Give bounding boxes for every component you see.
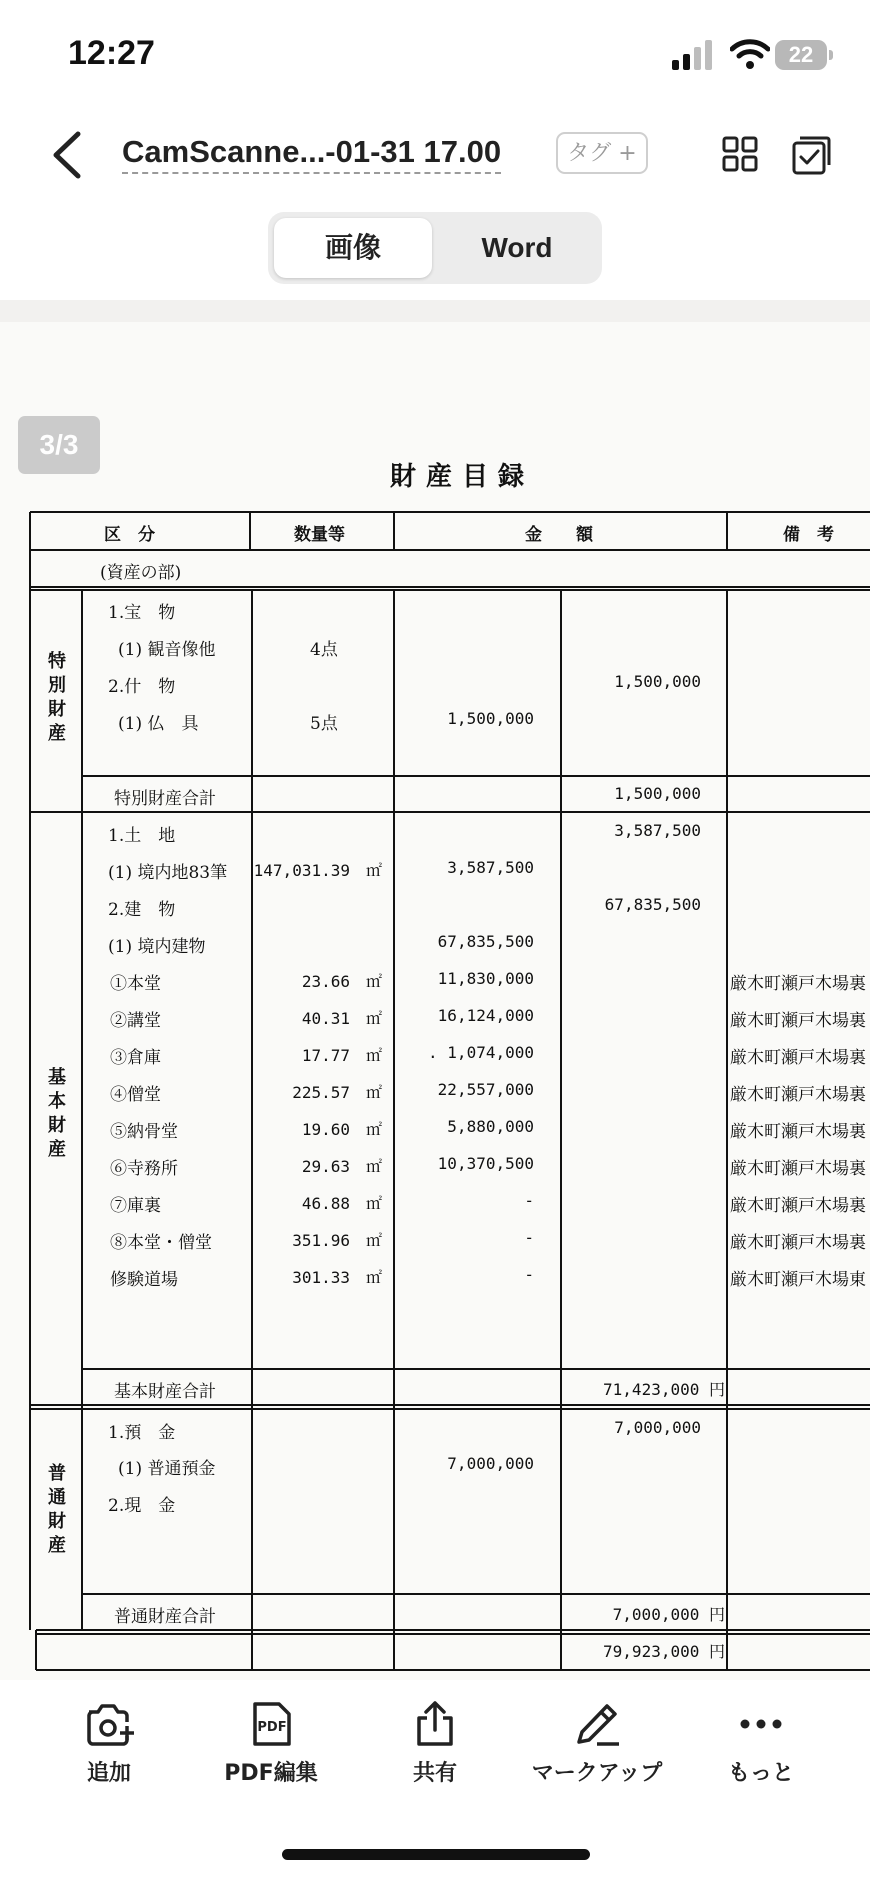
row-item: ⑥寺務所 bbox=[110, 1159, 178, 1179]
special-subtotal-label: 特別財産合計 bbox=[114, 789, 216, 809]
row-item: (1) 観音像他 bbox=[118, 640, 216, 660]
section-assets: (資産の部) bbox=[100, 563, 182, 583]
row-qty: 147,031.39 ㎡ bbox=[253, 861, 382, 880]
document-title[interactable]: CamScanne...-01-31 17.00 bbox=[122, 134, 501, 174]
row-item: ①本堂 bbox=[110, 974, 161, 994]
scanned-page bbox=[0, 322, 870, 1680]
pdf-icon bbox=[245, 1700, 297, 1748]
row-amount: 1,500,000 bbox=[447, 709, 534, 728]
share-label: 共有 bbox=[412, 1761, 457, 1786]
row-remarks: 厳木町瀬戸木場裏 bbox=[730, 1085, 866, 1105]
row-item: ⑧本堂・僧堂 bbox=[110, 1233, 212, 1253]
row-item: 1.宝 物 bbox=[108, 603, 176, 623]
document-viewer[interactable] bbox=[0, 300, 870, 1680]
select-check-icon[interactable] bbox=[791, 135, 831, 175]
category-ordinary: 普通財産 bbox=[48, 1463, 66, 1556]
row-amount: 5,880,000 bbox=[447, 1117, 534, 1136]
battery-icon: 22 bbox=[775, 40, 827, 70]
basic-subtotal-label: 基本財産合計 bbox=[114, 1382, 216, 1402]
row-item: ⑤納骨堂 bbox=[110, 1122, 178, 1142]
category-basic: 基本財産 bbox=[48, 1067, 66, 1160]
row-total: 7,000,000 bbox=[614, 1418, 701, 1437]
col-amount: 金 額 bbox=[525, 525, 593, 545]
ordinary-subtotal-label: 普通財産合計 bbox=[114, 1607, 216, 1627]
row-item: (1) 仏 具 bbox=[118, 714, 199, 734]
home-indicator[interactable] bbox=[282, 1849, 590, 1860]
word-view-tab[interactable]: Word bbox=[481, 232, 553, 263]
col-category: 区 分 bbox=[104, 525, 155, 545]
ordinary-subtotal: 7,000,000 円 bbox=[612, 1605, 725, 1624]
row-qty: 5点 bbox=[310, 714, 338, 734]
row-item: (1) 普通預金 bbox=[118, 1459, 216, 1479]
markup-button[interactable] bbox=[522, 1700, 672, 1787]
view-toggle bbox=[268, 212, 602, 284]
row-qty: 40.31 ㎡ bbox=[301, 1009, 382, 1028]
pen-icon bbox=[571, 1700, 623, 1748]
row-remarks: 厳木町瀬戸木場裏 bbox=[730, 1196, 866, 1216]
row-remarks: 厳木町瀬戸木場裏 bbox=[730, 1048, 866, 1068]
row-remarks: 厳木町瀬戸木場裏 bbox=[730, 1011, 866, 1031]
row-amount: 7,000,000 bbox=[447, 1454, 534, 1473]
row-qty: 23.66 ㎡ bbox=[301, 972, 382, 991]
row-remarks: 厳木町瀬戸木場裏 bbox=[730, 974, 866, 994]
row-qty: 19.60 ㎡ bbox=[301, 1120, 382, 1139]
row-qty: 351.96 ㎡ bbox=[292, 1231, 382, 1250]
tag-button[interactable]: タグ + bbox=[556, 132, 648, 174]
more-icon bbox=[735, 1700, 787, 1748]
row-total: 3,587,500 bbox=[614, 821, 701, 840]
row-amount: - bbox=[524, 1191, 534, 1210]
row-remarks: 厳木町瀬戸木場東 bbox=[730, 1270, 866, 1290]
row-remarks: 厳木町瀬戸木場裏 bbox=[730, 1159, 866, 1179]
signal-icon bbox=[672, 40, 716, 70]
basic-subtotal: 71,423,000 円 bbox=[603, 1380, 725, 1399]
row-amount: 67,835,500 bbox=[437, 932, 534, 951]
row-item: 2.建 物 bbox=[108, 900, 176, 920]
row-item: 2.現 金 bbox=[108, 1496, 176, 1516]
col-remarks: 備 考 bbox=[783, 525, 834, 545]
document-heading: 財産目録 bbox=[390, 462, 535, 492]
row-item: (1) 境内地83筆 bbox=[108, 863, 228, 883]
row-amount: 11,830,000 bbox=[437, 969, 534, 988]
row-total: 67,835,500 bbox=[604, 895, 701, 914]
row-item: 2.什 物 bbox=[108, 677, 176, 697]
more-label: もっと bbox=[727, 1761, 794, 1786]
row-item: 1.土 地 bbox=[108, 826, 176, 846]
add-button[interactable] bbox=[34, 1700, 184, 1787]
bottom-toolbar bbox=[0, 1684, 870, 1804]
status-bar bbox=[0, 0, 870, 110]
row-item: ④僧堂 bbox=[110, 1085, 161, 1105]
camera-plus-icon bbox=[83, 1700, 135, 1748]
row-qty: 4点 bbox=[310, 640, 338, 660]
row-item: ⑦庫裏 bbox=[110, 1196, 161, 1216]
more-button[interactable] bbox=[686, 1700, 836, 1787]
svg-text:PDF: PDF bbox=[257, 1720, 287, 1735]
row-item: 1.預 金 bbox=[108, 1423, 176, 1443]
row-amount: - bbox=[524, 1228, 534, 1247]
row-item: ②講堂 bbox=[110, 1011, 161, 1031]
row-qty: 46.88 ㎡ bbox=[301, 1194, 382, 1213]
special-subtotal: 1,500,000 bbox=[614, 784, 701, 803]
grand-total: 79,923,000 円 bbox=[603, 1642, 725, 1661]
nav-bar bbox=[0, 110, 870, 200]
row-amount: 16,124,000 bbox=[437, 1006, 534, 1025]
row-amount: . 1,074,000 bbox=[428, 1043, 534, 1062]
row-item: ③倉庫 bbox=[110, 1048, 161, 1068]
row-item: (1) 境内建物 bbox=[108, 937, 206, 957]
row-item: 修験道場 bbox=[110, 1270, 178, 1290]
row-amount: - bbox=[524, 1265, 534, 1284]
row-amount: 10,370,500 bbox=[437, 1154, 534, 1173]
markup-label: マークアップ bbox=[531, 1761, 663, 1786]
row-qty: 17.77 ㎡ bbox=[301, 1046, 382, 1065]
pdf-edit-button[interactable] bbox=[196, 1700, 346, 1787]
status-time: 12:27 bbox=[68, 34, 155, 72]
page-indicator: 3/3 bbox=[18, 416, 100, 474]
row-remarks: 厳木町瀬戸木場裏 bbox=[730, 1122, 866, 1142]
category-special: 特別財産 bbox=[48, 651, 66, 744]
row-qty: 301.33 ㎡ bbox=[292, 1268, 382, 1287]
row-amount: 3,587,500 bbox=[447, 858, 534, 877]
grid-view-icon[interactable] bbox=[722, 136, 758, 172]
row-qty: 225.57 ㎡ bbox=[292, 1083, 382, 1102]
add-label: 追加 bbox=[86, 1761, 131, 1786]
wifi-icon bbox=[730, 38, 770, 70]
row-remarks: 厳木町瀬戸木場裏 bbox=[730, 1233, 866, 1253]
row-qty: 29.63 ㎡ bbox=[301, 1157, 382, 1176]
row-total: 1,500,000 bbox=[614, 672, 701, 691]
back-icon[interactable] bbox=[44, 128, 94, 182]
row-amount: 22,557,000 bbox=[437, 1080, 534, 1099]
image-view-tab[interactable]: 画像 bbox=[274, 218, 432, 278]
col-quantity: 数量等 bbox=[294, 525, 345, 545]
share-icon bbox=[409, 1700, 461, 1748]
share-button[interactable] bbox=[360, 1700, 510, 1787]
pdf-edit-label: PDF編集 bbox=[224, 1761, 318, 1786]
